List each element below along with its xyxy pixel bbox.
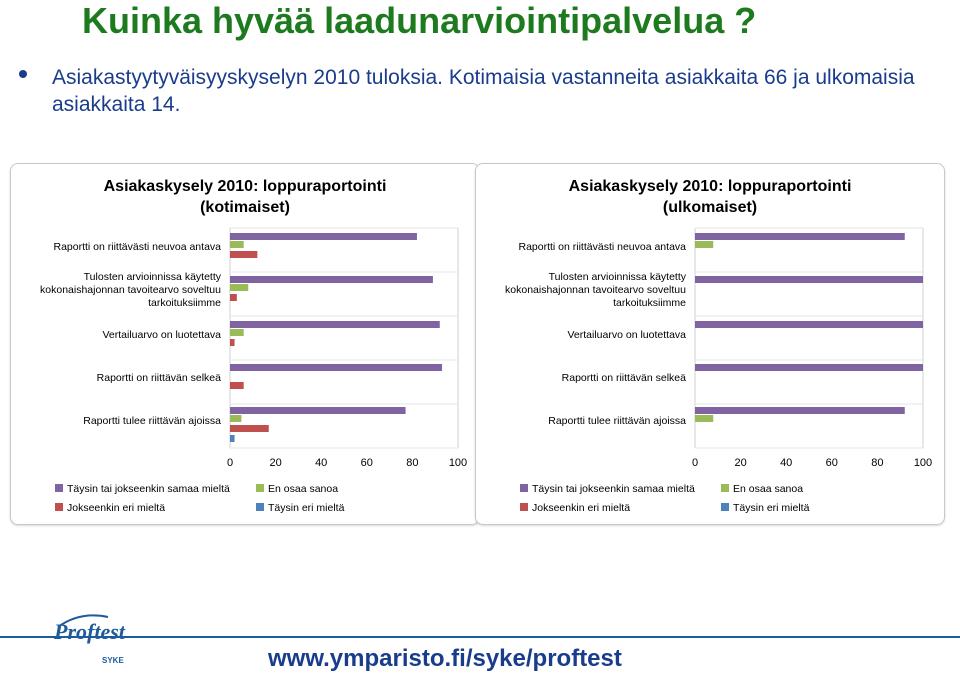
legend-swatch-3 (721, 503, 729, 511)
legend-swatch-1 (721, 484, 729, 492)
bar-2-0 (230, 251, 257, 258)
bar-0-3 (695, 364, 923, 371)
legend-label-1: En osaa sanoa (268, 483, 339, 495)
legend-swatch-2 (55, 503, 63, 511)
x-tick-label: 60 (360, 457, 373, 469)
bar-0-0 (230, 233, 417, 240)
legend-label-3: Täysin eri mieltä (268, 502, 345, 514)
footer-url[interactable]: www.ymparisto.fi/syke/proftest (268, 645, 622, 672)
bar-1-4 (695, 415, 713, 422)
bar-1-1 (230, 284, 248, 291)
bar-0-2 (695, 321, 923, 328)
chart-panel-domestic (10, 163, 480, 525)
logo-sub: SYKE (102, 656, 124, 665)
x-tick-label: 20 (269, 457, 282, 469)
bar-0-3 (230, 364, 442, 371)
bar-0-0 (695, 233, 905, 240)
bar-2-2 (230, 339, 235, 346)
legend-label-0: Täysin tai jokseenkin samaa mieltä (532, 483, 695, 495)
x-tick-label: 0 (691, 457, 699, 469)
chart-title-line-0: Asiakaskysely 2010: loppuraportointi (568, 178, 852, 195)
x-tick-label: 80 (406, 457, 419, 469)
logo-text: Proftest (54, 619, 125, 644)
category-label: Vertailuarvo on luotettava (102, 329, 221, 341)
category-label: tarkoituksiimme (148, 297, 221, 309)
bullet-icon (19, 70, 27, 78)
x-tick-label: 80 (871, 457, 884, 469)
x-tick-label: 100 (913, 457, 933, 469)
legend-swatch-2 (520, 503, 528, 511)
category-label: Raportti on riittävän selkeä (96, 372, 221, 384)
category-label: kokonaishajonnan tavoitearvo soveltuu (505, 284, 686, 296)
footer-divider (0, 636, 960, 638)
category-label: Raportti on riittävästi neuvoa antava (518, 241, 686, 253)
legend-swatch-0 (520, 484, 528, 492)
bar-3-4 (230, 435, 235, 442)
chart-title-line-1: (ulkomaiset) (662, 199, 758, 216)
x-tick-label: 40 (780, 457, 793, 469)
legend-label-3: Täysin eri mieltä (733, 502, 810, 514)
survey-summary: Asiakastyytyväisyyskyselyn 2010 tuloksia. Kotimaisia vastanneita asiakkaita 66 ja ulkomaisia asiakkaita 14. (52, 66, 915, 116)
category-label: Tulosten arvioinnissa käytetty (83, 271, 221, 283)
x-tick-label: 0 (226, 457, 234, 469)
category-label: kokonaishajonnan tavoitearvo soveltuu (40, 284, 221, 296)
x-tick-label: 40 (315, 457, 328, 469)
chart-title-line-0: Asiakaskysely 2010: loppuraportointi (103, 178, 387, 195)
chart-panel-foreign (475, 163, 945, 525)
bar-1-0 (230, 241, 244, 248)
legend-label-1: En osaa sanoa (733, 483, 804, 495)
x-tick-label: 60 (825, 457, 838, 469)
bar-0-4 (695, 407, 905, 414)
x-tick-label: 100 (448, 457, 468, 469)
bar-1-4 (230, 415, 241, 422)
bar-0-4 (230, 407, 406, 414)
proftest-logo (50, 607, 140, 671)
bar-2-4 (230, 425, 269, 432)
category-label: Raportti on riittävästi neuvoa antava (53, 241, 221, 253)
chart-domestic (11, 164, 479, 524)
bar-1-2 (230, 329, 244, 336)
bar-2-3 (230, 382, 244, 389)
category-label: Tulosten arvioinnissa käytetty (548, 271, 686, 283)
bar-0-1 (230, 276, 433, 283)
legend-swatch-0 (55, 484, 63, 492)
x-tick-label: 20 (734, 457, 747, 469)
category-label: Raportti tulee riittävän ajoissa (548, 415, 686, 427)
legend-swatch-3 (256, 503, 264, 511)
bar-2-1 (230, 294, 237, 301)
category-label: Raportti tulee riittävän ajoissa (83, 415, 221, 427)
chart-foreign (476, 164, 944, 524)
bar-1-0 (695, 241, 713, 248)
legend-swatch-1 (256, 484, 264, 492)
category-label: tarkoituksiimme (613, 297, 686, 309)
legend-label-2: Jokseenkin eri mieltä (532, 502, 631, 514)
legend-label-0: Täysin tai jokseenkin samaa mieltä (67, 483, 230, 495)
category-label: Raportti on riittävän selkeä (561, 372, 686, 384)
page-title: Kuinka hyvää laadunarviointipalvelua ? (82, 0, 757, 41)
category-label: Vertailuarvo on luotettava (567, 329, 686, 341)
legend-label-2: Jokseenkin eri mieltä (67, 502, 166, 514)
bar-0-1 (695, 276, 923, 283)
bar-0-2 (230, 321, 440, 328)
chart-title-line-1: (kotimaiset) (200, 199, 290, 216)
